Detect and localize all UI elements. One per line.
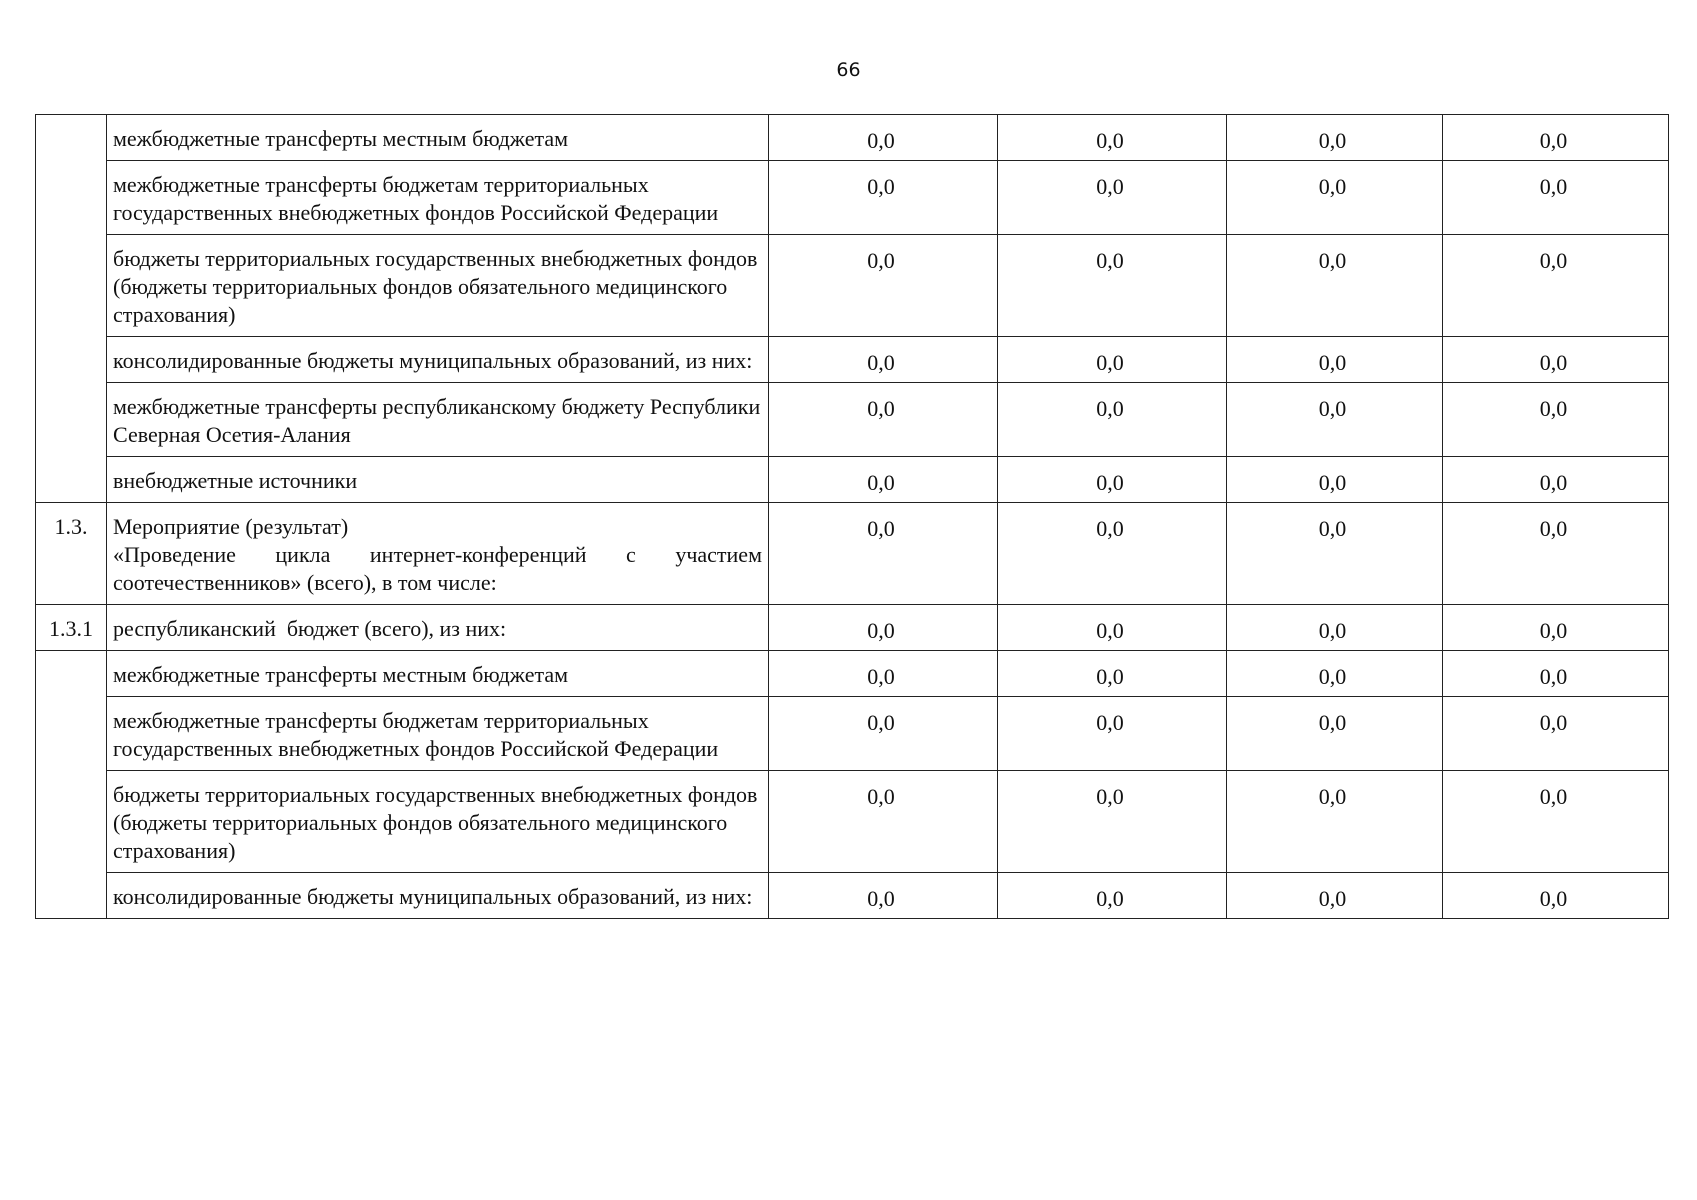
row-value-2: 0,0 [998, 115, 1227, 161]
row-code-cell [36, 651, 107, 919]
row-description: межбюджетные трансферты республиканскому бюджету Республики Северная Осетия-Алания [107, 383, 769, 457]
row-value-2: 0,0 [998, 503, 1227, 605]
row-code: 1.3.1 [36, 605, 107, 651]
table-row [36, 235, 1669, 337]
row-value-3: 0,0 [1227, 605, 1443, 651]
row-value-4: 0,0 [1443, 771, 1669, 873]
row-description: консолидированные бюджеты муниципальных образований, из них: [107, 873, 769, 919]
row-value-1: 0,0 [769, 605, 998, 651]
measure-title: «Проведение цикла интернет-конференций с участием соотечественников» (всего), в том числе: [113, 542, 762, 595]
table-row [36, 383, 1669, 457]
row-description: республиканский бюджет (всего), из них: [107, 605, 769, 651]
row-value-3: 0,0 [1227, 337, 1443, 383]
row-value-4: 0,0 [1443, 503, 1669, 605]
row-description: межбюджетные трансферты бюджетам территориальных государственных внебюджетных фондов Российской Федерации [107, 697, 769, 771]
table-row [36, 337, 1669, 383]
row-value-1: 0,0 [769, 697, 998, 771]
page-number: 66 [836, 59, 861, 81]
row-value-2: 0,0 [998, 873, 1227, 919]
table-row [36, 651, 1669, 697]
table-row [36, 115, 1669, 161]
row-value-3: 0,0 [1227, 873, 1443, 919]
row-value-1: 0,0 [769, 383, 998, 457]
table-row [36, 771, 1669, 873]
row-value-2: 0,0 [998, 651, 1227, 697]
row-value-4: 0,0 [1443, 337, 1669, 383]
table-row [36, 457, 1669, 503]
row-value-4: 0,0 [1443, 161, 1669, 235]
row-value-4: 0,0 [1443, 457, 1669, 503]
row-value-4: 0,0 [1443, 383, 1669, 457]
row-value-3: 0,0 [1227, 771, 1443, 873]
row-description: межбюджетные трансферты местным бюджетам [107, 115, 769, 161]
row-value-1: 0,0 [769, 651, 998, 697]
row-value-1: 0,0 [769, 503, 998, 605]
table-row [36, 605, 1669, 651]
row-value-1: 0,0 [769, 457, 998, 503]
table-row [36, 161, 1669, 235]
row-value-1: 0,0 [769, 337, 998, 383]
row-value-1: 0,0 [769, 771, 998, 873]
table-row [36, 697, 1669, 771]
measure-heading: Мероприятие (результат) [113, 514, 349, 539]
row-code-cell [36, 115, 107, 503]
row-code: 1.3. [36, 503, 107, 605]
row-value-4: 0,0 [1443, 651, 1669, 697]
row-value-1: 0,0 [769, 873, 998, 919]
row-value-3: 0,0 [1227, 235, 1443, 337]
row-value-3: 0,0 [1227, 383, 1443, 457]
table-row [36, 873, 1669, 919]
row-value-1: 0,0 [769, 161, 998, 235]
row-value-2: 0,0 [998, 235, 1227, 337]
row-value-1: 0,0 [769, 115, 998, 161]
row-value-2: 0,0 [998, 383, 1227, 457]
row-description: межбюджетные трансферты бюджетам территориальных государственных внебюджетных фондов Российской Федерации [107, 161, 769, 235]
row-value-3: 0,0 [1227, 651, 1443, 697]
row-value-3: 0,0 [1227, 457, 1443, 503]
row-value-3: 0,0 [1227, 161, 1443, 235]
row-value-2: 0,0 [998, 697, 1227, 771]
row-value-4: 0,0 [1443, 697, 1669, 771]
row-value-4: 0,0 [1443, 235, 1669, 337]
row-value-4: 0,0 [1443, 873, 1669, 919]
row-value-3: 0,0 [1227, 503, 1443, 605]
row-value-2: 0,0 [998, 161, 1227, 235]
row-value-4: 0,0 [1443, 115, 1669, 161]
table-row [36, 503, 1669, 605]
row-description: консолидированные бюджеты муниципальных образований, из них: [107, 337, 769, 383]
row-description: внебюджетные источники [107, 457, 769, 503]
row-value-2: 0,0 [998, 457, 1227, 503]
row-value-1: 0,0 [769, 235, 998, 337]
row-description: межбюджетные трансферты местным бюджетам [107, 651, 769, 697]
row-description: бюджеты территориальных государственных внебюджетных фондов (бюджеты территориальных фондов обязательного медицинского страхования) [107, 235, 769, 337]
row-value-2: 0,0 [998, 337, 1227, 383]
row-description [107, 503, 769, 605]
budget-table [35, 114, 1669, 919]
row-description: бюджеты территориальных государственных внебюджетных фондов (бюджеты территориальных фондов обязательного медицинского страхования) [107, 771, 769, 873]
row-value-3: 0,0 [1227, 115, 1443, 161]
row-value-2: 0,0 [998, 605, 1227, 651]
row-value-4: 0,0 [1443, 605, 1669, 651]
row-value-2: 0,0 [998, 771, 1227, 873]
row-value-3: 0,0 [1227, 697, 1443, 771]
